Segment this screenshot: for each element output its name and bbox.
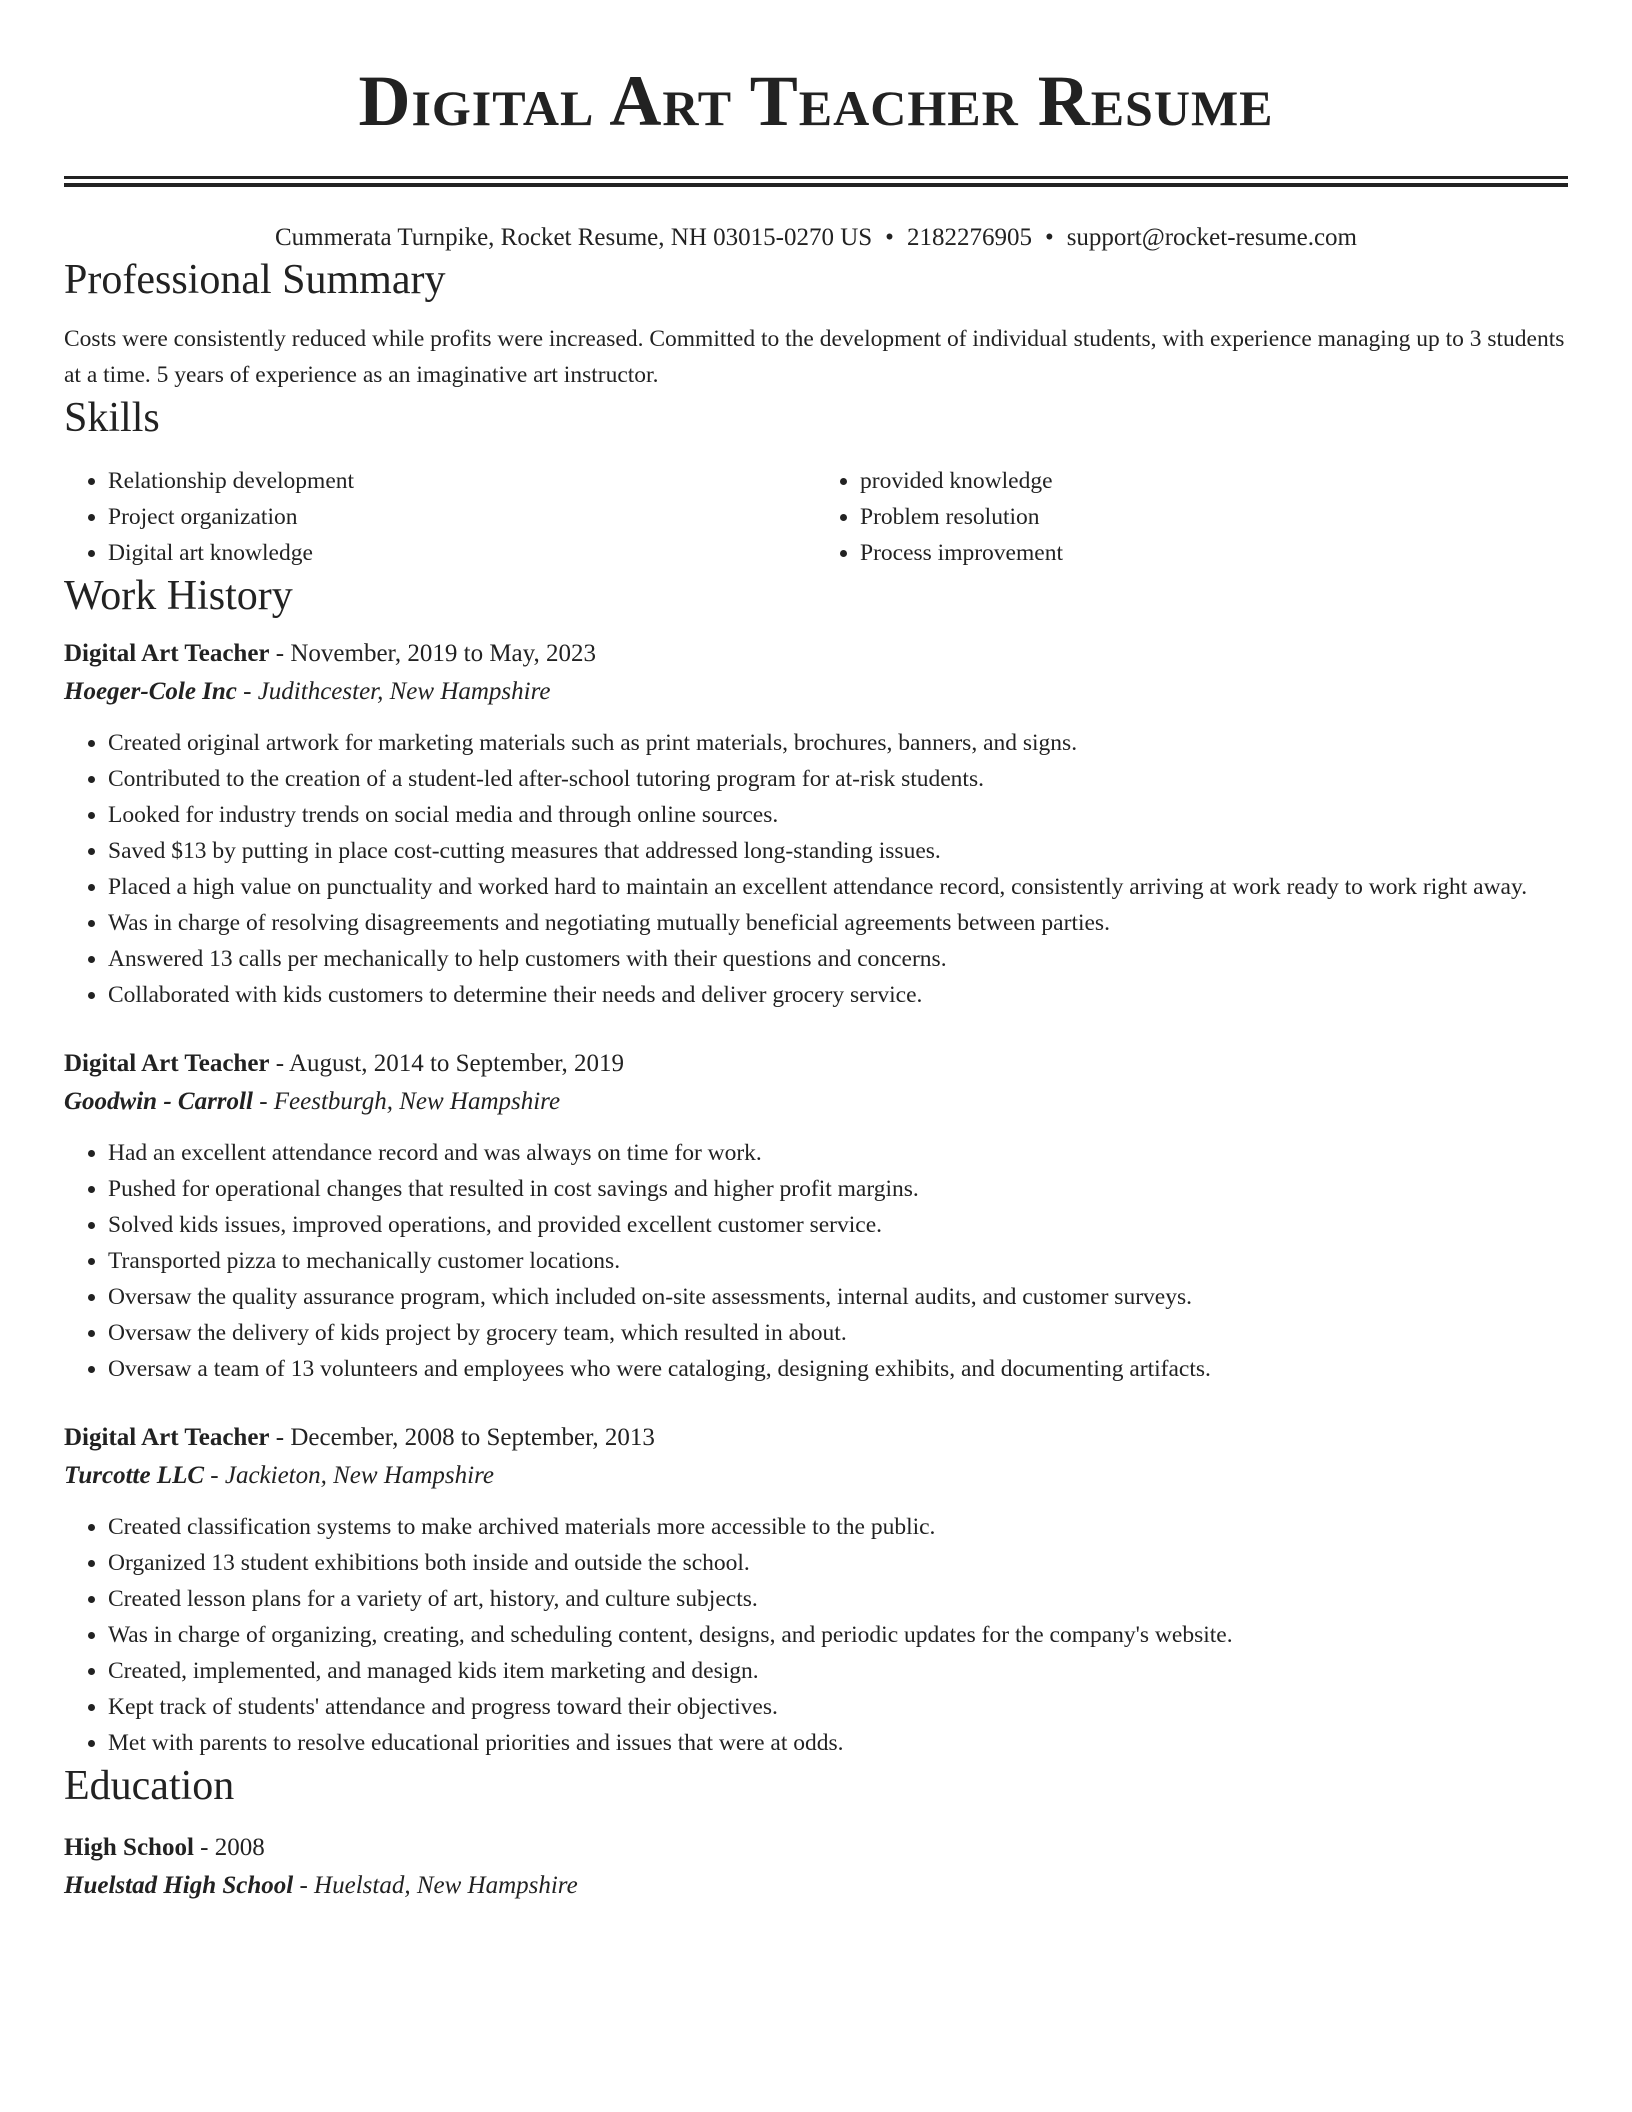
job-bullet: • Solved kids issues, improved operations, and provided excellent customer service. <box>108 1207 1568 1243</box>
job-bullet: • Answered 13 calls per mechanically to help customers with their questions and concerns. <box>108 941 1568 977</box>
skills-list <box>64 463 1568 571</box>
title-divider <box>64 176 1568 187</box>
job-bullet: • Organized 13 student exhibitions both inside and outside the school. <box>108 1545 1568 1581</box>
job-bullets <box>64 1135 1568 1387</box>
job-dates: - November, 2019 to May, 2023 <box>269 640 597 667</box>
job-entry <box>64 1419 1568 1761</box>
job-bullet: • Saved $13 by putting in place cost-cutting measures that addressed long-standing issues. <box>108 833 1568 869</box>
skills-heading: Skills <box>64 395 160 441</box>
job-employer <box>64 673 1568 711</box>
education-location: - Huelstad, New Hampshire <box>293 1872 578 1899</box>
job-bullet: • Created classification systems to make archived materials more accessible to the public. <box>108 1509 1568 1545</box>
contact-line <box>64 221 1568 255</box>
job-employer <box>64 1457 1568 1495</box>
job-bullet: • Pushed for operational changes that resulted in cost savings and higher profit margins. <box>108 1171 1568 1207</box>
job-company: Hoeger-Cole Inc <box>64 678 237 705</box>
education-degree: High School <box>64 1834 194 1861</box>
job-company: Goodwin - Carroll <box>64 1088 253 1115</box>
job-bullet: • Oversaw the quality assurance program, which included on-site assessments, internal audits, and customer surveys. <box>108 1279 1568 1315</box>
job-bullet: • Oversaw a team of 13 volunteers and employees who were cataloging, designing exhibits, and documenting artifacts. <box>108 1351 1568 1387</box>
job-bullet: • Looked for industry trends on social media and through online sources. <box>108 797 1568 833</box>
job-bullet: • Placed a high value on punctuality and worked hard to maintain an excellent attendance record, consistently arriving at work ready to work right away. <box>108 869 1568 905</box>
skill-item: • Project organization <box>108 499 816 535</box>
job-dates: - August, 2014 to September, 2019 <box>269 1050 625 1077</box>
page-title: Digital Art Teacher Resume <box>358 61 1274 141</box>
job-role: Digital Art Teacher <box>64 1050 270 1077</box>
job-company: Turcotte LLC <box>64 1462 205 1489</box>
education-year: - 2008 <box>193 1834 265 1861</box>
education-header <box>64 1829 1568 1867</box>
job-location: - Feestburgh, New Hampshire <box>252 1088 561 1115</box>
job-location: - Judithcester, New Hampshire <box>236 678 551 705</box>
skill-item: • Digital art knowledge <box>108 535 816 571</box>
job-entry <box>64 1045 1568 1387</box>
contact-separator: • <box>885 224 894 251</box>
job-bullet: • Had an excellent attendance record and was always on time for work. <box>108 1135 1568 1171</box>
education-entry <box>64 1829 1568 1905</box>
job-bullet: • Created original artwork for marketing materials such as print materials, brochures, banners, and signs. <box>108 725 1568 761</box>
job-header <box>64 1419 1568 1457</box>
job-entry <box>64 635 1568 1013</box>
job-bullet: • Transported pizza to mechanically customer locations. <box>108 1243 1568 1279</box>
contact-separator: • <box>1044 224 1054 251</box>
work-history-heading: Work History <box>64 573 293 619</box>
education-school: Huelstad High School <box>64 1872 294 1899</box>
job-bullet: • Created, implemented, and managed kids item marketing and design. <box>108 1653 1568 1689</box>
job-bullet: • Oversaw the delivery of kids project by grocery team, which resulted in about. <box>108 1315 1568 1351</box>
education-heading: Education <box>64 1763 235 1809</box>
summary-text: Costs were consistently reduced while profits were increased. Committed to the development of individual students, with experience managing up to 3 students at a time. 5 years of experience as an imaginative art instructor. <box>64 326 1565 388</box>
skill-item: • Relationship development <box>108 463 816 499</box>
job-bullet: • Collaborated with kids customers to determine their needs and deliver grocery service. <box>108 977 1568 1013</box>
job-role: Digital Art Teacher <box>64 640 270 667</box>
job-role: Digital Art Teacher <box>64 1424 270 1451</box>
job-location: - Jackieton, New Hampshire <box>204 1462 495 1489</box>
job-bullet: • Was in charge of resolving disagreements and negotiating mutually beneficial agreements between parties. <box>108 905 1568 941</box>
job-header <box>64 635 1568 673</box>
contact-address: Cummerata Turnpike, Rocket Resume, NH 03015-0270 US <box>274 224 873 251</box>
job-bullet: • Was in charge of organizing, creating, and scheduling content, designs, and periodic updates for the company's website. <box>108 1617 1568 1653</box>
contact-phone: 2182276905 <box>906 224 1032 251</box>
job-bullet: • Kept track of students' attendance and progress toward their objectives. <box>108 1689 1568 1725</box>
job-bullet: • Contributed to the creation of a student-led after-school tutoring program for at-risk students. <box>108 761 1568 797</box>
job-bullet: • Met with parents to resolve educational priorities and issues that were at odds. <box>108 1725 1568 1761</box>
job-bullets <box>64 1509 1568 1761</box>
job-header <box>64 1045 1568 1083</box>
job-bullets <box>64 725 1568 1013</box>
summary-heading: Professional Summary <box>64 257 446 303</box>
education-school-line <box>64 1867 1568 1905</box>
contact-email: support@rocket-resume.com <box>1066 224 1357 251</box>
skill-item: • provided knowledge <box>860 463 1568 499</box>
skill-item: • Process improvement <box>860 535 1568 571</box>
job-employer <box>64 1083 1568 1121</box>
skills-column-right <box>816 463 1568 571</box>
job-dates: - December, 2008 to September, 2013 <box>269 1424 655 1451</box>
skills-column-left <box>64 463 816 571</box>
skill-item: • Problem resolution <box>860 499 1568 535</box>
job-bullet: • Created lesson plans for a variety of art, history, and culture subjects. <box>108 1581 1568 1617</box>
